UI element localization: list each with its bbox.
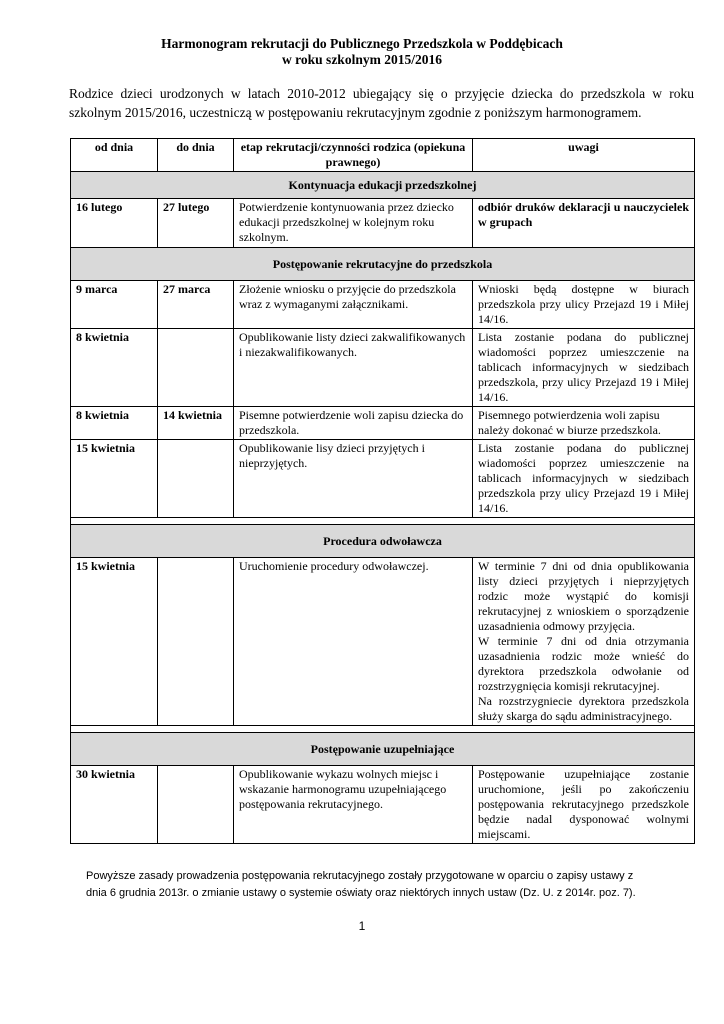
cell-from: 9 marca [71,281,158,329]
header-from: od dnia [71,139,158,172]
cell-to [158,558,234,726]
cell-stage: Złożenie wniosku o przyjęcie do przedszkola wraz z wymaganymi załącznikami. [234,281,473,329]
title-line-2: w roku szkolnym 2015/2016 [282,52,442,67]
table-row [71,558,695,726]
cell-notes: Lista zostanie podana do publicznej wiadomości poprzez umieszczenie na tablicach informacyjnych w siedzibach przedszkola przy ulicy Przejazd 19 i Miłej 14/16. [473,440,695,518]
title-line-1: Harmonogram rekrutacji do Publicznego Przedszkola w Poddębicach [161,36,563,51]
spacer-row [71,726,695,733]
cell-stage: Pisemne potwierdzenie woli zapisu dziecka do przedszkola. [234,407,473,440]
cell-to: 27 lutego [158,199,234,248]
cell-stage: Uruchomienie procedury odwoławczej. [234,558,473,726]
spacer-row [71,518,695,525]
cell-to [158,766,234,844]
intro-paragraph: Rodzice dzieci urodzonych w latach 2010-2012 ubiegający się o przyjęcie dziecka do przedszkola w roku szkolnym 2015/2016, uczestniczą w postępowaniu rekrutacyjnym zgodnie z poniższym harmonogramem. [69,86,694,120]
cell-stage: Opublikowanie listy dzieci zakwalifikowanych i niezakwalifikowanych. [234,329,473,407]
header-to: do dnia [158,139,234,172]
table-header-row [71,139,695,172]
schedule-table [70,138,695,844]
cell-to [158,440,234,518]
header-notes: uwagi [473,139,695,172]
cell-to: 14 kwietnia [158,407,234,440]
table-row [71,440,695,518]
table-row [71,766,695,844]
cell-notes: odbiór druków deklaracji u nauczycielek w grupach [473,199,695,248]
cell-from: 15 kwietnia [71,558,158,726]
cell-notes [473,558,695,726]
cell-notes: Pisemnego potwierdzenia woli zapisu należy dokonać w biurze przedszkola. [473,407,695,440]
table-row [71,329,695,407]
section-title: Procedura odwoławcza [71,525,695,558]
notes-paragraph: W terminie 7 dni od dnia otrzymania uzasadnienia rodzic może wnieść do dyrektora przedszkola odwołanie od rozstrzygnięcia komisji rekrutacyjnej. [478,634,689,693]
cell-notes: Wnioski będą dostępne w biurach przedszkola przy ulicy Przejazd 19 i Miłej 14/16. [473,281,695,329]
cell-stage: Opublikowanie lisy dzieci przyjętych i nieprzyjętych. [234,440,473,518]
cell-from: 15 kwietnia [71,440,158,518]
section-title: Kontynuacja edukacji przedszkolnej [71,172,695,199]
section-title: Postępowanie uzupełniające [71,733,695,766]
cell-stage: Opublikowanie wykazu wolnych miejsc i wskazanie harmonogramu uzupełniającego postępowania rekrutacyjnego. [234,766,473,844]
cell-from: 30 kwietnia [71,766,158,844]
footnote: Powyższe zasady prowadzenia postępowania rekrutacyjnego zostały przygotowane w oparciu o zapisy ustawy z dnia 6 grudnia 2013r. o zmianie ustawy o systemie oświaty oraz niektórych innych ustaw (Dz. U. z 2014r. poz. 7). [86,870,636,899]
cell-from: 16 lutego [71,199,158,248]
cell-from: 8 kwietnia [71,329,158,407]
cell-to [158,329,234,407]
cell-notes: Postępowanie uzupełniające zostanie uruchomione, jeśli po zakończeniu postępowania rekrutacyjnego przedszkole będzie nadal dysponować wolnymi miejscami. [473,766,695,844]
header-stage: etap rekrutacji/czynności rodzica (opiekuna prawnego) [234,139,473,172]
table-row [71,199,695,248]
notes-paragraph: Na rozstrzygniecie dyrektora przedszkola służy skarga do sądu administracyjnego. [478,694,689,723]
cell-notes: Lista zostanie podana do publicznej wiadomości poprzez umieszczenie na tablicach informacyjnych w siedzibach przedszkola, przy ulicy Przejazd 19 i Miłej 14/16. [473,329,695,407]
cell-stage: Potwierdzenie kontynuowania przez dziecko edukacji przedszkolnej w kolejnym roku szkolnym. [234,199,473,248]
cell-to: 27 marca [158,281,234,329]
section-title: Postępowanie rekrutacyjne do przedszkola [71,248,695,281]
cell-from: 8 kwietnia [71,407,158,440]
table-row [71,407,695,440]
notes-paragraph: W terminie 7 dni od dnia opublikowania listy dzieci przyjętych i nieprzyjętych rodzic może wystąpić do komisji rekrutacyjnej z wnioskiem o sporządzenie uzasadnienia odmowy przyjęcia. [478,559,689,633]
document-title [0,36,724,68]
page-number: 1 [358,919,366,933]
table-row [71,281,695,329]
